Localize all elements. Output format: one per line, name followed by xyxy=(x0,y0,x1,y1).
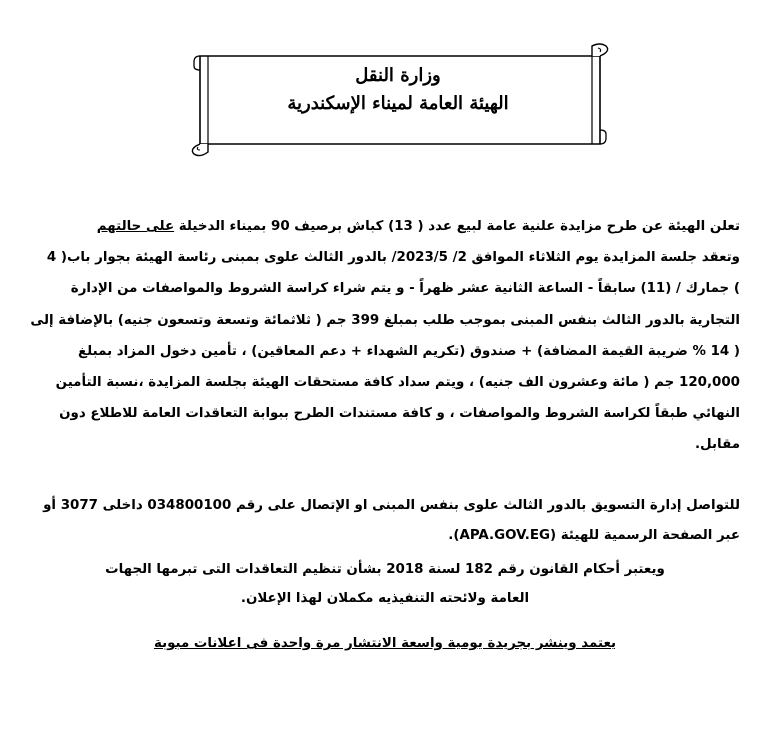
announcement-line-5: ( 14 % ضريبة القيمة المضافة) + صندوق (تكريم الشهداء + دعم المعاقين) ، تأمين دخول المزاد بمبلغ xyxy=(78,343,740,359)
contact-line-1: للتواصل إدارة التسويق بالدور الثالث علوى بنفس المبنى او الإتصال على رقم 034800100 داخلى 3077 أو xyxy=(43,498,740,513)
publication-note-text: يعتمد وينشر بجريدة يومية واسعة الانتشار مرة واحدة فى اعلانات مبوبة xyxy=(153,636,617,651)
law-line-2: العامة ولائحته التنفيذيه مكملان لهذا الإعلان. xyxy=(240,591,530,606)
announcement-line-6: 120,000 جم ( مائة وعشرون الف جنيه) ، ويتم سداد كافة مستحقات الهيئة بجلسة المزايدة ،نسبة التأمين xyxy=(55,375,740,391)
announcement-line-7: النهائي طبقاً لكراسة الشروط والمواصفات ، و كافة مستندات الطرح ببوابة التعاقدات العامة للاطلاع دون xyxy=(59,406,740,422)
announcement-paragraph xyxy=(30,211,740,461)
underlined-condition-phrase: على حالتهم xyxy=(96,219,175,234)
announcement-line-8: مقابل. xyxy=(694,437,740,453)
contact-info xyxy=(30,491,740,551)
announcement-line-1 xyxy=(30,211,740,242)
announcement-line-4: التجارية بالدور الثالث بنفس المبنى بموجب طلب بمبلغ 399 جم ( ثلاثمائة وتسعة وتسعون جنيه) بالإضافة إلى xyxy=(30,312,740,328)
announcement-line-3: ) جمارك / (11) سابقاً - الساعة الثانية عشر ظهراً - و يتم شراء كراسة الشروط والمواصفات من الإدارة xyxy=(70,281,740,297)
authority-title: الهيئة العامة لميناء الإسكندرية xyxy=(287,93,509,114)
contact-line-2: عبر الصفحة الرسمية للهيئة (APA.GOV.EG). xyxy=(448,528,740,543)
publication-note xyxy=(30,631,740,657)
ministry-title: وزارة النقل xyxy=(355,65,441,86)
announcement-line-1-text: تعلن الهيئة عن طرح مزايدة علنية عامة لبيع عدد ( 13) كباش برصيف 90 بميناء الدخيلة على حالتهم xyxy=(96,219,740,234)
law-line-1: ويعتبر أحكام القانون رقم 182 لسنة 2018 بشأن تنظيم التعاقدات التى تبرمها الجهات xyxy=(105,562,665,577)
header-titles xyxy=(214,62,582,118)
header-scroll-banner xyxy=(186,40,614,160)
announcement-line-2: وتعقد جلسة المزايدة يوم الثلاثاء الموافق 2/ 2023/5/ بالدور الثالث علوى بمبنى رئاسة الهيئة بجوار باب( 4 xyxy=(46,250,740,266)
law-reference xyxy=(30,555,740,613)
